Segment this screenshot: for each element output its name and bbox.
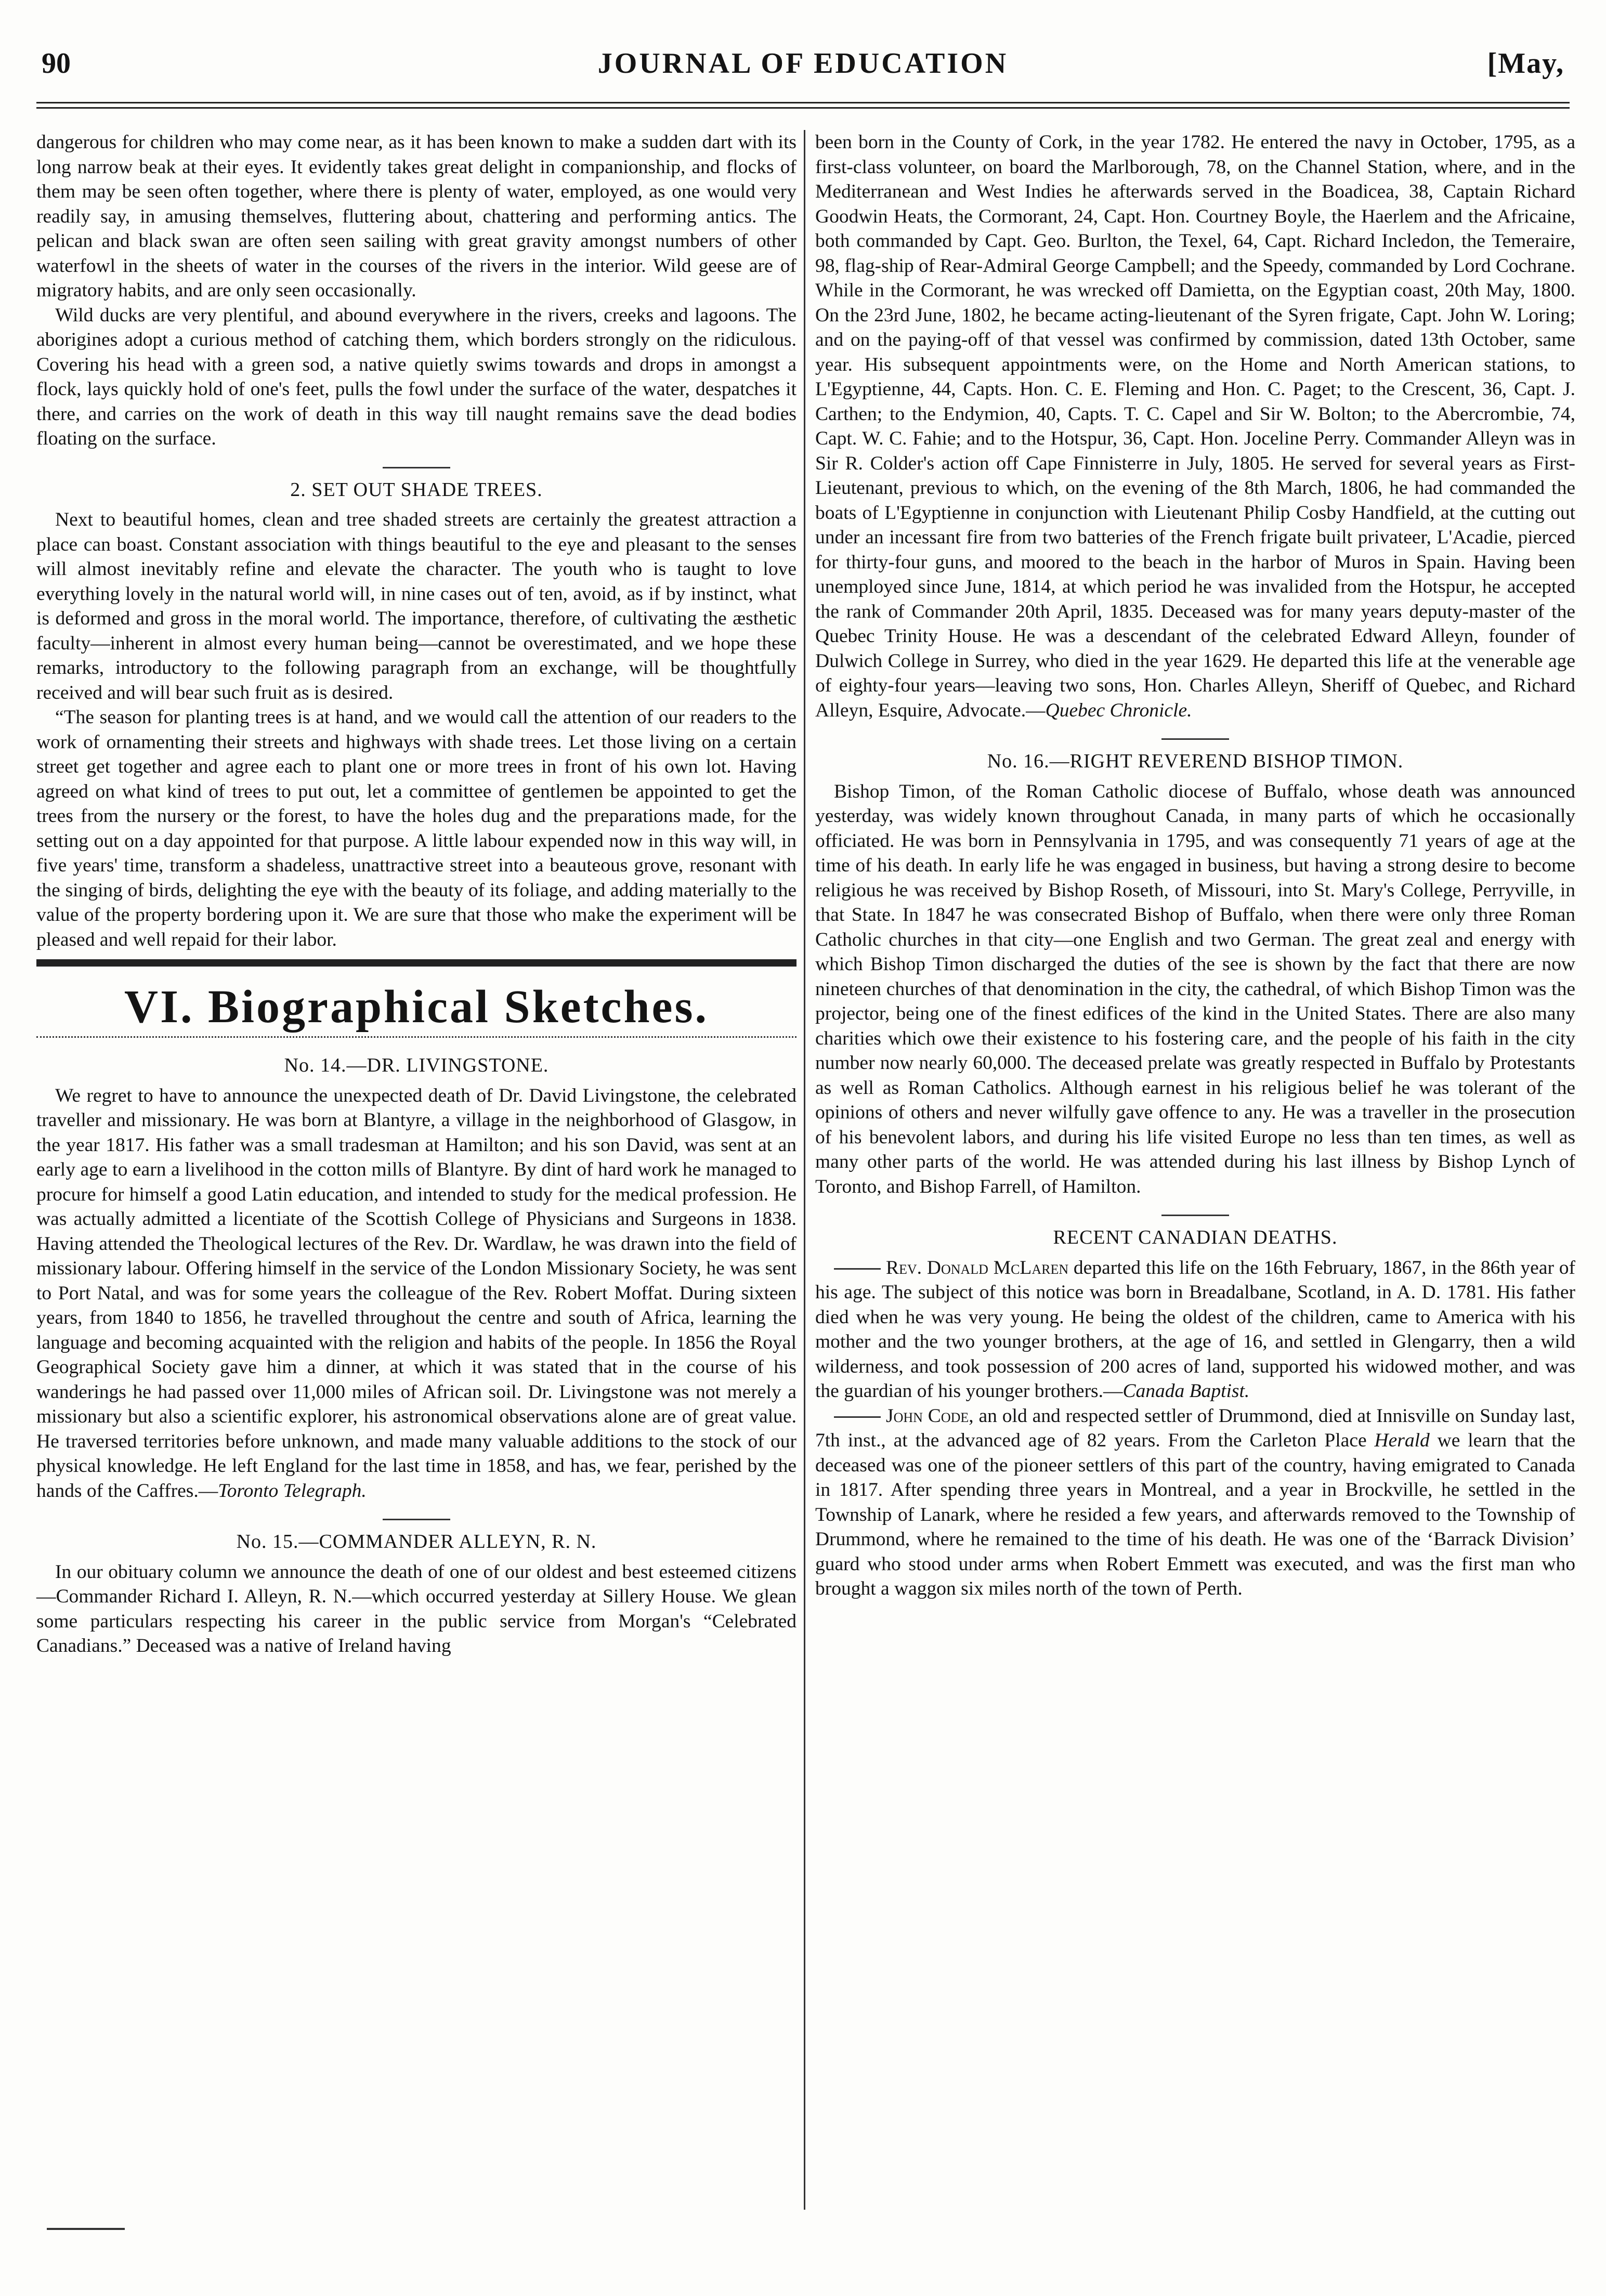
article-paragraph: “The season for planting trees is at hand, and we would call the attention of our readers to the work of ornamenting their streets and highways with shade trees. Let those living on a certain street get together and agree each to plant one or more trees in front of his own lot. Having agreed on what kind of trees to put out, let a committee of gentlemen be appointed to get the trees from the nursery or the forest, to have the holes dug and the preparations made, for the setting out on a day appointed for that purpose. A little labour expended now in this way will, in five years' time, transform a shadeless, unattractive street into a beauteous grove, resonant with the singing of birds, delighting the eye with the beauty of its foliage, and adding materially to the value of the property bordering upon it. We are sure that those who make the experiment will be pleased and well repaid for their labor. bbox=[36, 707, 797, 950]
livingstone-article bbox=[36, 1084, 797, 1504]
section-separator bbox=[1161, 1215, 1229, 1216]
livingstone-heading: No. 14.—DR. LIVINGSTONE. bbox=[284, 1054, 549, 1076]
mclaren-text: departed this life on the 16th February, 1867, in the 86th year of his age. The subject of this notice was born in Breadalbane, Scotland, in A. D. 1781. His father died when he was very young. He being the oldest of the children, came to America with his mother and the two younger brothers, at the age of 16, and settled in Glengarry, then a wild wilderness, and took possession of 200 acres of land, supported his widowed mother, and was the guardian of his younger brothers.— bbox=[815, 1257, 1575, 1402]
timon-heading: No. 16.—RIGHT REVEREND BISHOP TIMON. bbox=[987, 750, 1404, 772]
section-separator bbox=[1161, 738, 1229, 740]
alleyn-article-continued bbox=[815, 130, 1575, 723]
header-rule-top bbox=[36, 102, 1570, 103]
section-title-underline bbox=[36, 1036, 797, 1038]
section-rule bbox=[36, 959, 797, 967]
code-text-a: , an old and respected settler of Drummond, died at Innisville on Sunday last, 7th inst., at the advanced age of 82 years. From the Carleton Place bbox=[815, 1405, 1576, 1451]
section-separator bbox=[383, 467, 450, 468]
header-rule-bottom bbox=[36, 107, 1570, 109]
deaths-heading: RECENT CANADIAN DEATHS. bbox=[1053, 1227, 1338, 1248]
intro-paragraph: dangerous for children who may come near, as it has been known to make a sudden dart with its long narrow beak at their eyes. It evidently takes great delight in companionship, and flocks of them may be seen often together, where there is plenty of water, employed, as one would very readily say, in amusing themselves, fluttering about, chattering and performing antics. The pelican and black swan are often seen sailing with great gravity amongst numbers of other waterfowl in the sheets of water in the courses of the rivers in the interior. Wild geese are of migratory habits, and are only seen occasionally. bbox=[36, 132, 797, 301]
section-separator bbox=[383, 1519, 450, 1520]
mclaren-notice bbox=[815, 1256, 1575, 1404]
alleyn-article: In our obituary column we announce the death of one of our oldest and best esteemed citizens—Commander Richard I. Alleyn, R. N.—which occurred yesterday at Sillery House. We glean some particulars respecting his career in the public service from Morgan's “Celebrated Canadians.” Deceased was a native of Ireland having bbox=[36, 1561, 797, 1656]
livingstone-source: Toronto Telegraph. bbox=[218, 1480, 367, 1502]
code-text-b: we learn that the deceased was one of the pioneer settlers of this part of the country, having emigrated to Canada in 1817. After spending three years in Montreal, and a year in Brockville, he settled in the Township of Lanark, where he resided a few years, and afterwards removed to the Township of Drummond, where he remained to the time of his death. He was one of the ‘Barrack Division’ guard who stood under arms when Robert Emmett was executed, and was the first man who brought a waggon six miles north of the town of Perth. bbox=[815, 1430, 1576, 1599]
alleyn-heading: No. 15.—COMMANDER ALLEYN, R. N. bbox=[236, 1531, 597, 1553]
alleyn-continued-text: been born in the County of Cork, in the year 1782. He entered the navy in October, 1795, as a first-class volunteer, on board the Marlborough, 78, on the Channel Station, where, and in the Mediterranean and West Indies he afterwards served in the Boadicea, 38, Captain Richard Goodwin Heats, the Cormorant, 24, Capt. Hon. Courtney Boyle, the Haerlem and the Africaine, both commanded by Capt. Geo. Burlton, the Texel, 64, Capt. Richard Incledon, the Temeraire, 98, flag-ship of Rear-Admiral George Campbell; and the Speedy, commanded by Lord Cochrane. While in the Cormorant, he was wrecked off Damietta, on the Egyptian coast, 20th May, 1800. On the 23rd June, 1802, he became acting-lieutenant of the Syren frigate, Capt. John W. Loring; and on the paying-off of that vessel was confirmed by commission, dated 13th October, same year. His subsequent appointments were, on the Home and North American stations, to L'Egyptienne, 44, Capts. Hon. C. E. Fleming and Hon. C. Paget; to the Crescent, 36, Capt. J. Carthen; to the Endymion, 40, Capts. T. C. Capel and Sir W. Bolton; to the Abercrombie, 74, Capt. W. C. Fahie; and to the Hotspur, 36, Capt. Hon. Joceline Perry. Commander Alleyn was in Sir R. Colder's action off Cape Finnisterre in July, 1805. He served for several years as First-Lieutenant, previous to which, on the evening of the 8th March, 1806, he had commanded the boats of L'Egyptienne in conjunction with Lieutenant Philip Cosby Handfield, at the cutting out under an incessant fire from two batteries of the French frigate built privateer, L'Acadie, pierced for thirty-four guns, and moored to the beach in the harbor of Muros in Spain. Having been unemployed since June, 1814, at which period he was invalided from the Hotspur, he accepted the rank of Commander 20th April, 1835. Deceased was for many years deputy-master of the Quebec Trinity House. He was a descendant of the celebrated Edward Alleyn, founder of Dulwich College in Surrey, who died in the year 1629. He departed this life at the venerable age of eighty-four years—leaving two sons, Hon. Charles Alleyn, Sheriff of Quebec, and Richard Alleyn, Esquire, Advocate.— bbox=[815, 132, 1575, 721]
code-notice bbox=[815, 1404, 1575, 1601]
section-title: VI. Biographical Sketches. bbox=[124, 981, 709, 1033]
left-column bbox=[36, 130, 797, 1659]
intro-paragraph: Wild ducks are very plentiful, and abound everywhere in the rivers, creeks and lagoons. The aborigines adopt a curious method of catching them, which borders strongly on the ridiculous. Covering his head with a green sod, a native quietly swims towards and drops in amongst a flock, lays quickly hold of one's feet, pulls the fowl under the surface of the water, despatches it there, and carries on the work of death in this way till naught remains save the dead bodies floating on the surface. bbox=[36, 304, 797, 449]
journal-title: JOURNAL OF EDUCATION bbox=[597, 47, 1009, 80]
shade-trees-heading: 2. SET OUT SHADE TREES. bbox=[290, 478, 543, 501]
timon-article: Bishop Timon, of the Roman Catholic diocese of Buffalo, whose death was announced yesterday, was widely known throughout Canada, in many parts of which he occasionally officiated. He was born in Pennsylvania in 1795, and was consequently 71 years of age at the time of his death. In early life he was engaged in business, but having a strong desire to become religious he was received by Bishop Roseth, of Missouri, into St. Mary's College, Perryville, in that State. In 1847 he was consecrated Bishop of Buffalo, when there were only three Roman Catholic churches in that city—one English and two German. The great zeal and energy with which Bishop Timon discharged the duties of the see is shown by the fact that there are now nineteen churches of that denomination in the city, the cathedral, of which Bishop Timon was the projector, being one of the finest edifices of the kind in the United States. There are also many charities which owe their existence to his fostering care, and the people of his faith in the city number now nearly 60,000. The deceased prelate was greatly respected in Buffalo by Protestants as well as Roman Catholics. Although earnest in his religious belief he was tolerant of the opinions of others and never wilfully gave offence to any. He was a traveller in the prosecution of his benevolent labors, and during his life visited Europe no less than ten times, as well as many other parts of the world. He was attended during his last illness by Bishop Lynch of Toronto, and Bishop Farrell, of Hamilton. bbox=[815, 780, 1575, 1197]
mclaren-name: Rev. Donald McLaren bbox=[886, 1257, 1069, 1279]
column-divider bbox=[804, 130, 805, 2210]
alleyn-source: Quebec Chronicle. bbox=[1045, 699, 1192, 721]
footer-mark bbox=[47, 2228, 125, 2230]
notice-dash bbox=[834, 1416, 881, 1418]
page-header bbox=[36, 47, 1570, 97]
page-number: 90 bbox=[42, 47, 71, 80]
mclaren-source: Canada Baptist. bbox=[1122, 1380, 1250, 1402]
code-name: John Code bbox=[886, 1405, 969, 1427]
right-column bbox=[815, 130, 1575, 1601]
notice-dash bbox=[834, 1268, 881, 1270]
article-paragraph: Next to beautiful homes, clean and tree shaded streets are certainly the greatest attraction a place can boast. Constant association with things beautiful to the eye and pleasant to the senses will almost inevitably refine and elevate the character. The youth who is taught to love everything lovely in the natural world will, in nine cases out of ten, avoid, as if by instinct, what is deformed and gross in the moral world. The importance, therefore, of cultivating the æsthetic faculty—inherent in almost every human being—cannot be overestimated, and we hope these remarks, introductory to the following paragraph from an exchange, will be thoughtfully received and will bear such fruit as is desired. bbox=[36, 509, 797, 703]
issue-month: [May, bbox=[1487, 47, 1564, 80]
livingstone-text: We regret to have to announce the unexpected death of Dr. David Livingstone, the celebrated traveller and missionary. He was born at Blantyre, a village in the neighborhood of Glasgow, in the year 1817. His father was a small tradesman at Hamilton; and his son David, was sent at an early age to earn a livelihood in the cotton mills of Blantyre. By dint of hard work he managed to procure for himself a good Latin education, and intended to study for the medical profession. He was actually admitted a licentiate of the Scottish College of Physicians and Surgeons in 1838. Having attended the Theological lectures of the Rev. Dr. Wardlaw, he was drawn into the field of missionary labour. Offering himself in the service of the London Missionary Society, he was sent to Port Natal, and was for some years the colleague of the Rev. Robert Moffat. During sixteen years, from 1840 to 1856, he travelled throughout the centre and south of Africa, learning the language and becoming acquainted with the religion and habits of the people. In 1856 the Royal Geographical Society gave him a dinner, at which it was stated that in the course of his wanderings he had passed over 11,000 miles of African soil. Dr. Livingstone was not merely a missionary but also a scientific explorer, his astronomical observations alone are of great value. He traversed territories before unknown, and made many valuable additions to the stock of our physical knowledge. He left England for the last time in 1858, and has, we fear, perished by the hands of the Caffres.— bbox=[36, 1085, 797, 1502]
code-herald: Herald bbox=[1374, 1430, 1430, 1451]
